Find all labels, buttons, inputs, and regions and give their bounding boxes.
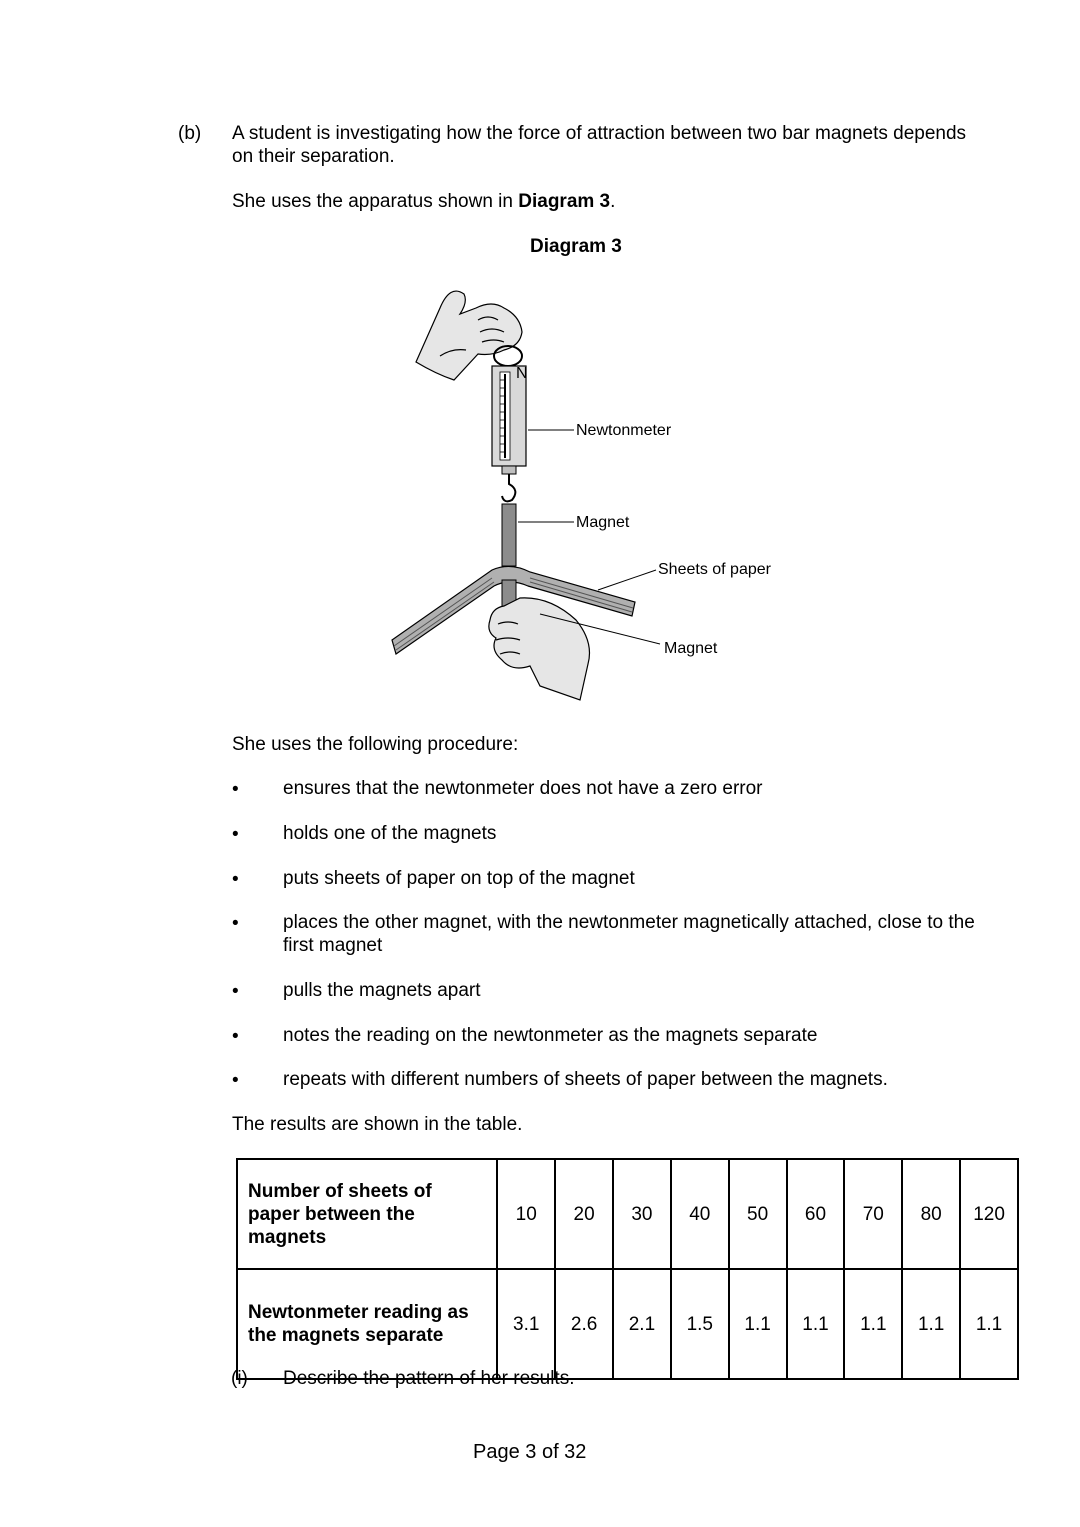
top-magnet — [502, 504, 516, 566]
table-cell: 50 — [729, 1159, 787, 1269]
bullet-icon: • — [232, 824, 239, 845]
table-cell: 1.1 — [902, 1269, 960, 1379]
table-cell: 1.5 — [671, 1269, 729, 1379]
procedure-step: ensures that the newtonmeter does not have a zero error — [283, 778, 763, 799]
results-intro: The results are shown in the table. — [232, 1114, 523, 1135]
procedure-step: pulls the magnets apart — [283, 980, 481, 1001]
apparatus-prefix: She uses the apparatus shown in — [232, 191, 519, 212]
table-cell: 20 — [555, 1159, 613, 1269]
bottom-hand-illustration — [489, 598, 590, 700]
row-header-reading: Newtonmeter reading as the magnets separate — [237, 1269, 497, 1379]
table-cell: 70 — [844, 1159, 902, 1269]
bullet-icon: • — [232, 869, 239, 890]
table-cell: 1.1 — [960, 1269, 1018, 1379]
bullet-icon: • — [232, 1026, 239, 1047]
table-row — [237, 1269, 1018, 1379]
table-cell: 3.1 — [497, 1269, 555, 1379]
procedure-step: places the other magnet, with the newtonmeter magnetically attached, close to the first magnet — [283, 912, 975, 956]
table-cell: 30 — [613, 1159, 671, 1269]
procedure-step: repeats with different numbers of sheets of paper between the magnets. — [283, 1069, 888, 1090]
bullet-icon: • — [232, 779, 239, 800]
bullet-icon: • — [232, 913, 239, 934]
part-label: (b) — [178, 123, 202, 144]
procedure-step: puts sheets of paper on top of the magnet — [283, 868, 635, 889]
table-cell: 1.1 — [787, 1269, 845, 1379]
table-cell: 1.1 — [844, 1269, 902, 1379]
apparatus-diagram-ref: Diagram 3 — [518, 191, 611, 212]
subquestion-label: (i) — [231, 1368, 248, 1389]
magnet-top-label: Magnet — [576, 514, 630, 531]
table-cell: 2.1 — [613, 1269, 671, 1379]
unit-label: N — [516, 365, 528, 382]
table-cell: 40 — [671, 1159, 729, 1269]
table-cell: 1.1 — [729, 1269, 787, 1379]
table-cell: 2.6 — [555, 1269, 613, 1379]
apparatus-sentence — [232, 190, 615, 213]
subquestion-text: Describe the pattern of her results. — [283, 1368, 575, 1389]
page-number: Page 3 of 32 — [473, 1441, 587, 1463]
hook-icon — [502, 474, 515, 501]
table-row — [237, 1159, 1018, 1269]
newtonmeter-body — [492, 365, 528, 474]
procedure-step: notes the reading on the newtonmeter as the magnets separate — [283, 1025, 818, 1046]
apparatus-suffix: . — [610, 191, 616, 212]
bullet-icon: • — [232, 1070, 239, 1091]
magnet-bottom-label: Magnet — [664, 640, 718, 657]
question-intro: A student is investigating how the force of attraction between two bar magnets depends on their separation. — [232, 123, 967, 167]
table-cell: 10 — [497, 1159, 555, 1269]
row-header-sheets: Number of sheets of paper between the magnets — [237, 1159, 497, 1269]
newtonmeter-label: Newtonmeter — [576, 422, 672, 439]
table-cell: 120 — [960, 1159, 1018, 1269]
apparatus-diagram — [380, 280, 800, 710]
table-cell: 80 — [902, 1159, 960, 1269]
sheets-label: Sheets of paper — [658, 561, 771, 578]
procedure-intro: She uses the following procedure: — [232, 734, 519, 755]
results-table — [236, 1158, 1019, 1380]
procedure-step: holds one of the magnets — [283, 823, 497, 844]
bullet-icon: • — [232, 981, 239, 1002]
table-cell: 60 — [787, 1159, 845, 1269]
diagram-title: Diagram 3 — [530, 236, 622, 257]
